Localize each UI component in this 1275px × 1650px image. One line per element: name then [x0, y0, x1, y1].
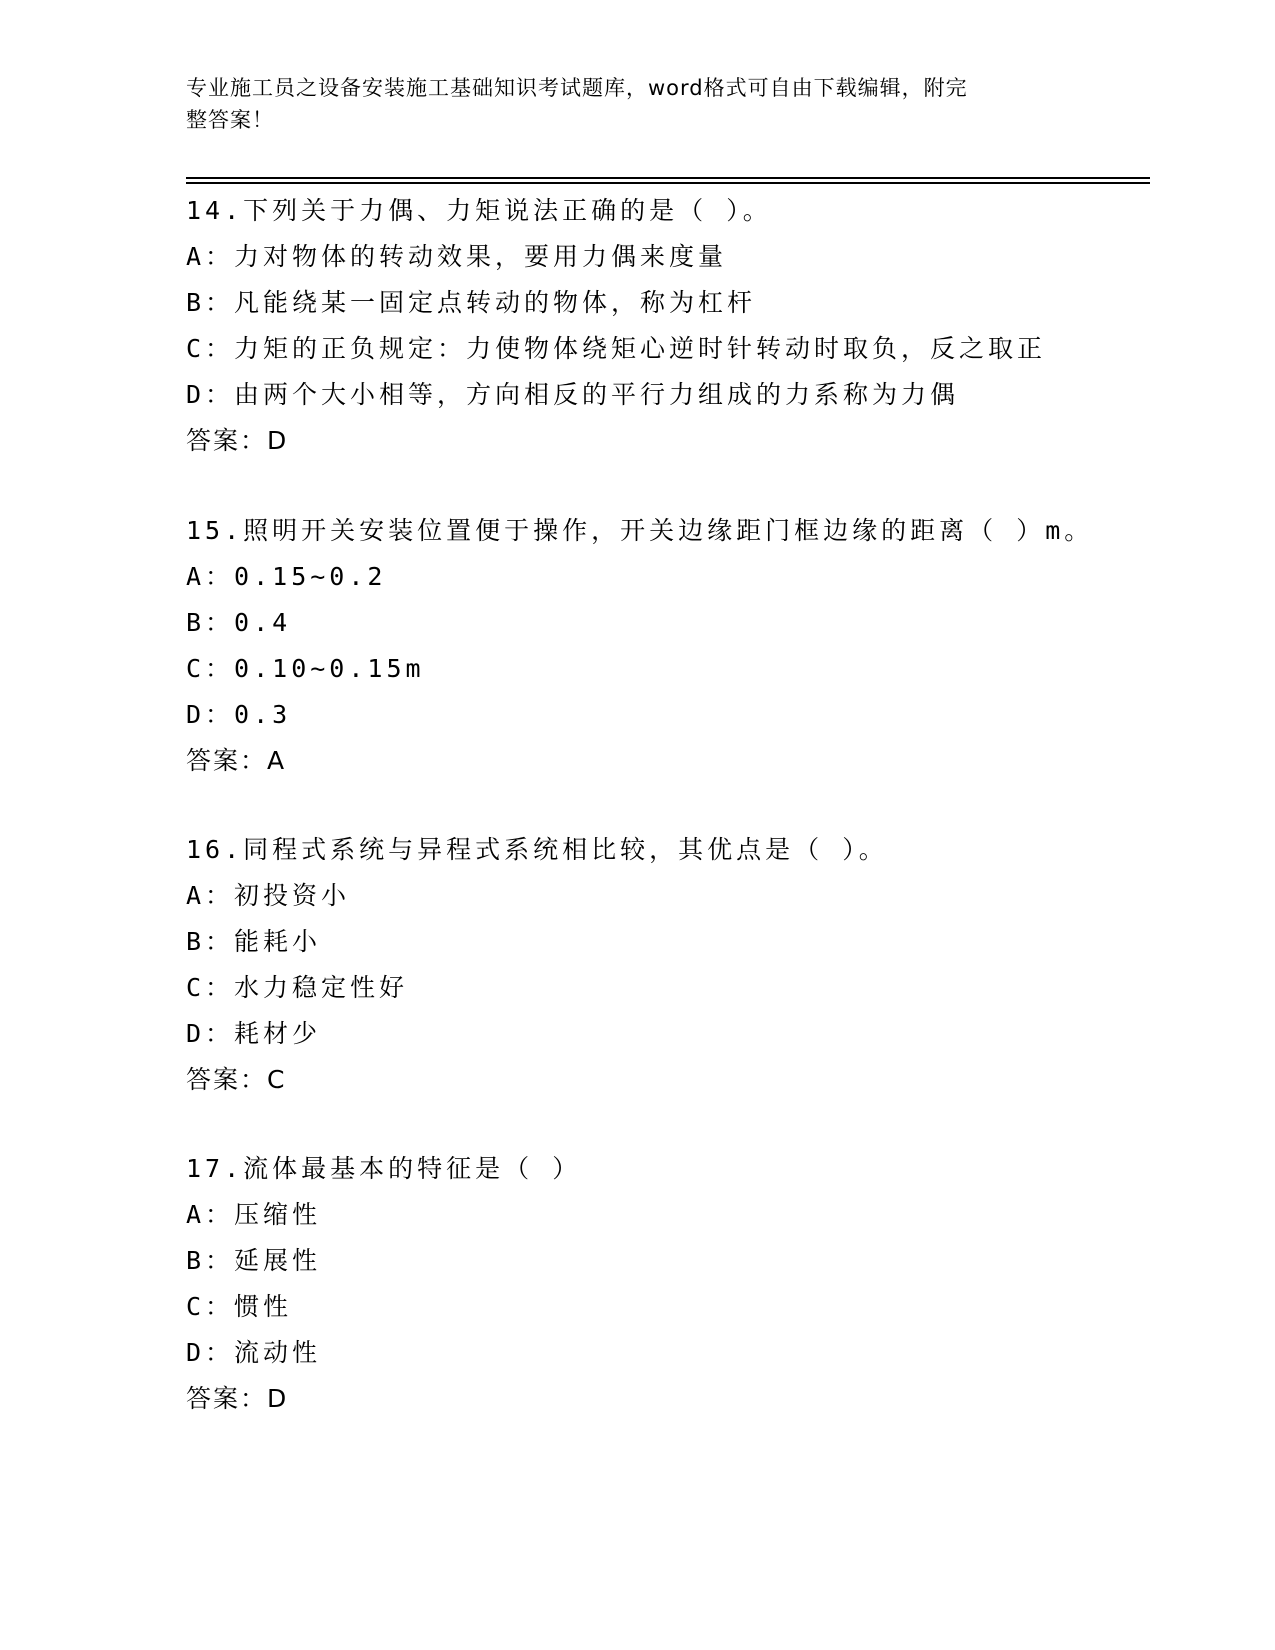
- option-c: C：惯性: [186, 1292, 293, 1321]
- question-block: [186, 827, 1136, 1103]
- question-stem: 14.下列关于力偶、力矩说法正确的是（ ）。: [186, 196, 772, 225]
- option-a: A：压缩性: [186, 1200, 322, 1229]
- question-block: [186, 508, 1136, 784]
- option-b: B：延展性: [186, 1246, 322, 1275]
- option-a: A：力对物体的转动效果，要用力偶来度量: [186, 242, 728, 271]
- option-c: C：0.10~0.15m: [186, 654, 425, 683]
- option-b: B：凡能绕某一固定点转动的物体，称为杠杆: [186, 288, 757, 317]
- option-d: D：由两个大小相等，方向相反的平行力组成的力系称为力偶: [186, 380, 960, 409]
- question-block: [186, 188, 1136, 464]
- question-stem: 17.流体最基本的特征是（ ）: [186, 1154, 582, 1183]
- question-block: [186, 1146, 1136, 1422]
- document-header: [186, 72, 1086, 136]
- option-a: A：0.15~0.2: [186, 562, 387, 591]
- answer-line: 答案：C: [186, 1065, 287, 1094]
- option-c: C：力矩的正负规定：力使物体绕矩心逆时针转动时取负，反之取正: [186, 334, 1047, 363]
- option-d: D：流动性: [186, 1338, 322, 1367]
- question-stem: 15.照明开关安装位置便于操作，开关边缘距门框边缘的距离（ ）m。: [186, 516, 1094, 545]
- option-c: C：水力稳定性好: [186, 973, 409, 1002]
- header-divider-bottom: [186, 182, 1150, 184]
- answer-line: 答案：D: [186, 1384, 289, 1413]
- answer-line: 答案：A: [186, 746, 287, 775]
- header-line-1: 专业施工员之设备安装施工基础知识考试题库，word格式可自由下载编辑，附完: [186, 76, 968, 100]
- header-line-2: 整答案！: [186, 108, 274, 132]
- option-a: A：初投资小: [186, 881, 351, 910]
- question-stem: 16.同程式系统与异程式系统相比较，其优点是（ ）。: [186, 835, 888, 864]
- option-b: B：0.4: [186, 608, 292, 637]
- option-b: B：能耗小: [186, 927, 322, 956]
- answer-line: 答案：D: [186, 426, 289, 455]
- option-d: D：0.3: [186, 700, 292, 729]
- header-divider-top: [186, 177, 1150, 179]
- option-d: D：耗材少: [186, 1019, 322, 1048]
